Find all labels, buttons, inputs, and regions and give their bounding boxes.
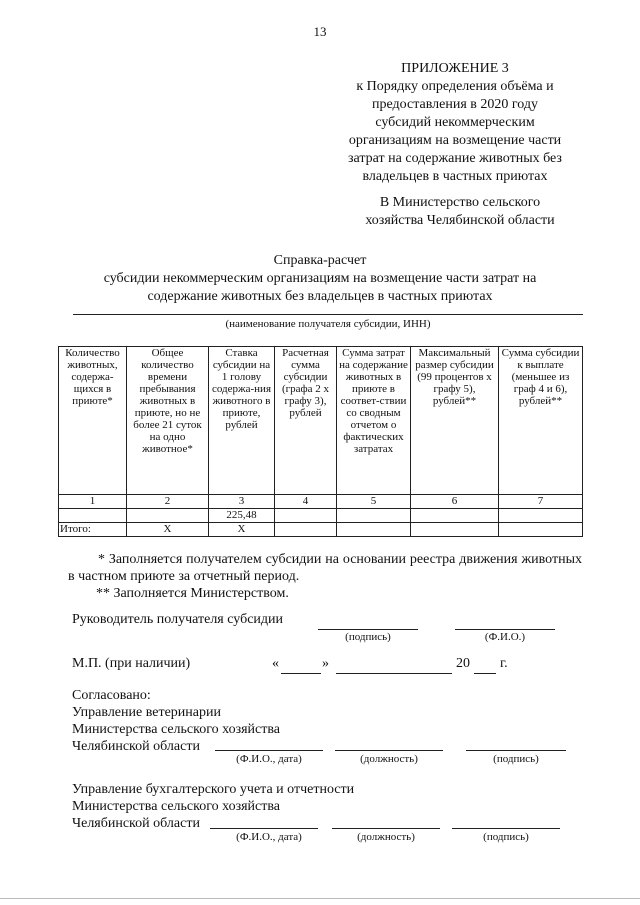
acc-fio-date-line[interactable]	[210, 828, 318, 829]
total-label: Итого:	[59, 523, 127, 537]
footnotes	[68, 551, 582, 602]
table-cell: Х	[209, 523, 275, 537]
table-cell[interactable]	[499, 523, 583, 537]
table-header-row	[59, 347, 583, 495]
addressee-line: хозяйства Челябинской области	[365, 213, 555, 228]
table-cell[interactable]	[337, 523, 411, 537]
calculation-table	[58, 346, 583, 537]
page-bottom-divider	[0, 898, 640, 899]
column-number: 1	[59, 495, 127, 509]
acc-signature-line[interactable]	[452, 828, 560, 829]
signature-caption: (подпись)	[493, 753, 539, 765]
total-row	[59, 523, 583, 537]
table-header-cell: Сумма затрат на содержание животных в приюте в соответ-ствии со сводным отчетом о фактических затратах	[337, 347, 411, 495]
table-cell[interactable]	[411, 509, 499, 523]
year-suffix: г.	[500, 656, 508, 671]
table-cell[interactable]	[127, 509, 209, 523]
quote-open: «	[272, 656, 279, 671]
table-cell[interactable]	[337, 509, 411, 523]
column-number: 2	[127, 495, 209, 509]
vet-ministry-line: Министерства сельского хозяйства	[72, 722, 281, 737]
page-number: 13	[313, 24, 327, 39]
fio-date-caption: (Ф.И.О., дата)	[236, 831, 302, 843]
vet-position-line[interactable]	[335, 750, 443, 751]
vet-fio-date-line[interactable]	[215, 750, 323, 751]
recipient-fill-line[interactable]	[73, 314, 583, 315]
head-sign-label: Руководитель получателя субсидии	[72, 612, 284, 627]
acc-position-line[interactable]	[332, 828, 440, 829]
year-field[interactable]	[474, 673, 496, 674]
head-fio-line[interactable]	[455, 629, 555, 630]
quote-close: »	[322, 656, 329, 671]
title-line: содержание животных без владельцев в частных приютах	[147, 289, 493, 304]
year-prefix: 20	[456, 656, 470, 671]
acc-region-line: Челябинской области	[72, 816, 200, 831]
fio-date-caption: (Ф.И.О., дата)	[236, 753, 302, 765]
table-cell: Х	[127, 523, 209, 537]
table-header-cell: Ставка субсидии на 1 голову содержа-ния животного в приюте, рублей	[209, 347, 275, 495]
position-caption: (должность)	[360, 753, 418, 765]
acc-department-line: Управление бухгалтерского учета и отчетности	[72, 782, 355, 797]
column-number: 3	[209, 495, 275, 509]
title-line: Справка-расчет	[273, 253, 367, 268]
appendix-line: организациям на возмещение части	[348, 133, 562, 148]
column-number: 6	[411, 495, 499, 509]
vet-region-line: Челябинской области	[72, 739, 200, 754]
position-caption: (должность)	[357, 831, 415, 843]
month-field[interactable]	[336, 673, 452, 674]
table-cell[interactable]	[499, 509, 583, 523]
table-cell[interactable]	[59, 509, 127, 523]
appendix-line: затрат на содержание животных без	[348, 151, 562, 166]
appendix-line: к Порядку определения объёма и	[356, 79, 554, 94]
day-field[interactable]	[281, 673, 321, 674]
approval-heading: Согласовано:	[72, 688, 151, 703]
appendix-block	[330, 60, 580, 186]
appendix-line: владельцев в частных приютах	[362, 169, 548, 184]
vet-department-line: Управление ветеринарии	[72, 705, 221, 720]
table-header-cell: Сумма субсидии к выплате (меньшее из граф 4 и 6), рублей**	[499, 347, 583, 495]
stamp-label: М.П. (при наличии)	[72, 656, 191, 671]
column-number: 5	[337, 495, 411, 509]
table-header-cell: Общее количество времени пребывания животных в приюте, но не более 21 суток на одно животное*	[127, 347, 209, 495]
addressee-line: В Министерство сельского	[379, 195, 541, 210]
signature-caption: (подпись)	[483, 831, 529, 843]
column-number: 7	[499, 495, 583, 509]
fio-caption: (Ф.И.О.)	[484, 631, 526, 643]
recipient-caption: (наименование получателя субсидии, ИНН)	[225, 318, 431, 330]
footnote-1: * Заполняется получателем субсидии на основании реестра движения животных в частном приюте за отчетный период.	[68, 552, 582, 584]
table-row	[59, 509, 583, 523]
head-signature-line[interactable]	[318, 629, 418, 630]
title-line: субсидии некоммерческим организациям на возмещение части затрат на	[103, 271, 537, 286]
table-cell[interactable]	[411, 523, 499, 537]
table-cell[interactable]	[275, 509, 337, 523]
appendix-line: предоставления в 2020 году	[372, 97, 538, 112]
table-header-cell: Расчетная сумма субсидии (графа 2 х графу 3), рублей	[275, 347, 337, 495]
appendix-line: субсидий некоммерческим	[375, 115, 535, 130]
vet-signature-line[interactable]	[466, 750, 566, 751]
document-title	[20, 252, 620, 306]
footnote-2: ** Заполняется Министерством.	[96, 586, 289, 601]
table-cell: 225,48	[209, 509, 275, 523]
column-number-row	[59, 495, 583, 509]
table-header-cell: Количество животных, содержа-щихся в приюте*	[59, 347, 127, 495]
acc-ministry-line: Министерства сельского хозяйства	[72, 799, 281, 814]
appendix-title: ПРИЛОЖЕНИЕ 3	[401, 61, 509, 76]
addressee-block	[340, 194, 580, 230]
signature-caption: (подпись)	[345, 631, 391, 643]
column-number: 4	[275, 495, 337, 509]
table-cell[interactable]	[275, 523, 337, 537]
table-header-cell: Максимальный размер субсидии (99 процентов х графу 5), рублей**	[411, 347, 499, 495]
